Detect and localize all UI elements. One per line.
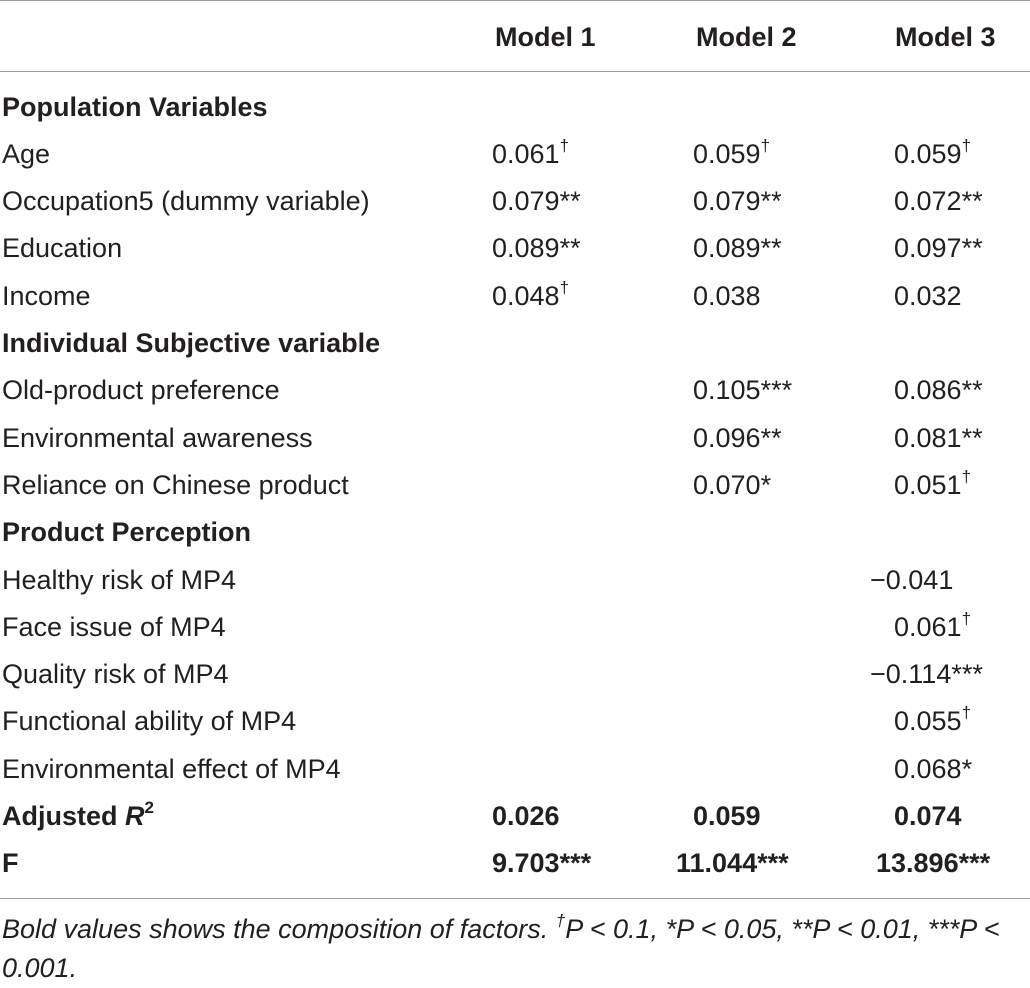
model-3-value: 0.074 [894,801,962,831]
header-model-1: Model 1 [495,22,596,52]
section-population [0,84,1030,131]
table-row [0,746,1030,793]
header-row [0,14,1030,61]
model-1-value: 9.703*** [492,848,592,878]
model-3-value: −0.041 [870,565,954,595]
section-label: Individual Subjective variable [2,328,381,358]
model-2-value: 0.059† [693,136,771,169]
table-row-adjusted-r2 [0,793,1030,840]
row-label: Environmental awareness [2,423,313,453]
section-perception [0,509,1030,556]
row-label: F [2,848,19,878]
table-row-f [0,840,1030,887]
table-row [0,131,1030,178]
table-row [0,367,1030,414]
table-row [0,273,1030,320]
row-label: Age [2,139,51,169]
model-3-value: 0.061† [894,609,972,642]
model-3-value: 0.055† [894,703,972,736]
model-2-value: 0.089** [693,233,782,263]
row-label: Education [2,233,123,263]
model-3-value: 0.086** [894,375,983,405]
model-1-value: 0.079** [492,186,581,216]
table-footnote: Bold values shows the composition of factors. †P < 0.1, *P < 0.05, **P < 0.01, ***P < 0.001. [2,911,1000,983]
section-individual [0,320,1030,367]
table-row [0,604,1030,651]
model-3-value: 0.032 [894,281,962,311]
row-label: Old-product preference [2,375,280,405]
model-2-value: 11.044*** [676,848,789,878]
model-2-value: 0.079** [693,186,782,216]
header-model-2: Model 2 [696,22,797,52]
row-label: Income [2,281,91,311]
model-3-value: 0.051† [894,467,972,500]
row-label: Adjusted $R^2$ [2,798,154,831]
table-row [0,415,1030,462]
model-1-value: 0.026 [492,801,560,831]
table-row [0,557,1030,604]
section-label: Population Variables [2,92,268,122]
model-3-value: 0.081** [894,423,983,453]
row-label: Face issue of MP4 [2,612,226,642]
model-2-value: 0.038 [693,281,761,311]
bottom-rule [0,898,1030,899]
model-2-value: 0.059 [693,801,761,831]
row-label: Occupation5 (dummy variable) [2,186,370,216]
table-row [0,698,1030,745]
model-3-value: 0.097** [894,233,983,263]
model-3-value: 0.068* [894,754,973,784]
model-3-value: 0.059† [894,136,972,169]
model-3-value: 0.072** [894,186,983,216]
table-row [0,462,1030,509]
model-3-value: 13.896*** [876,848,991,878]
table-row [0,225,1030,272]
model-1-value: 0.061† [492,136,570,169]
model-2-value: 0.096** [693,423,782,453]
top-rule [0,0,1030,1]
model-1-value: 0.089** [492,233,581,263]
model-1-value: 0.048† [492,278,570,311]
model-2-value: 0.105*** [693,375,793,405]
row-label: Quality risk of MP4 [2,659,229,689]
header-rule [0,71,1030,72]
header-model-3: Model 3 [895,22,996,52]
model-3-value: −0.114*** [870,659,983,689]
table-row [0,178,1030,225]
model-2-value: 0.070* [693,470,772,500]
section-label: Product Perception [2,517,252,547]
table-row [0,651,1030,698]
row-label: Healthy risk of MP4 [2,565,237,595]
row-label: Reliance on Chinese product [2,470,349,500]
row-label: Functional ability of MP4 [2,706,297,736]
row-label: Environmental effect of MP4 [2,754,341,784]
